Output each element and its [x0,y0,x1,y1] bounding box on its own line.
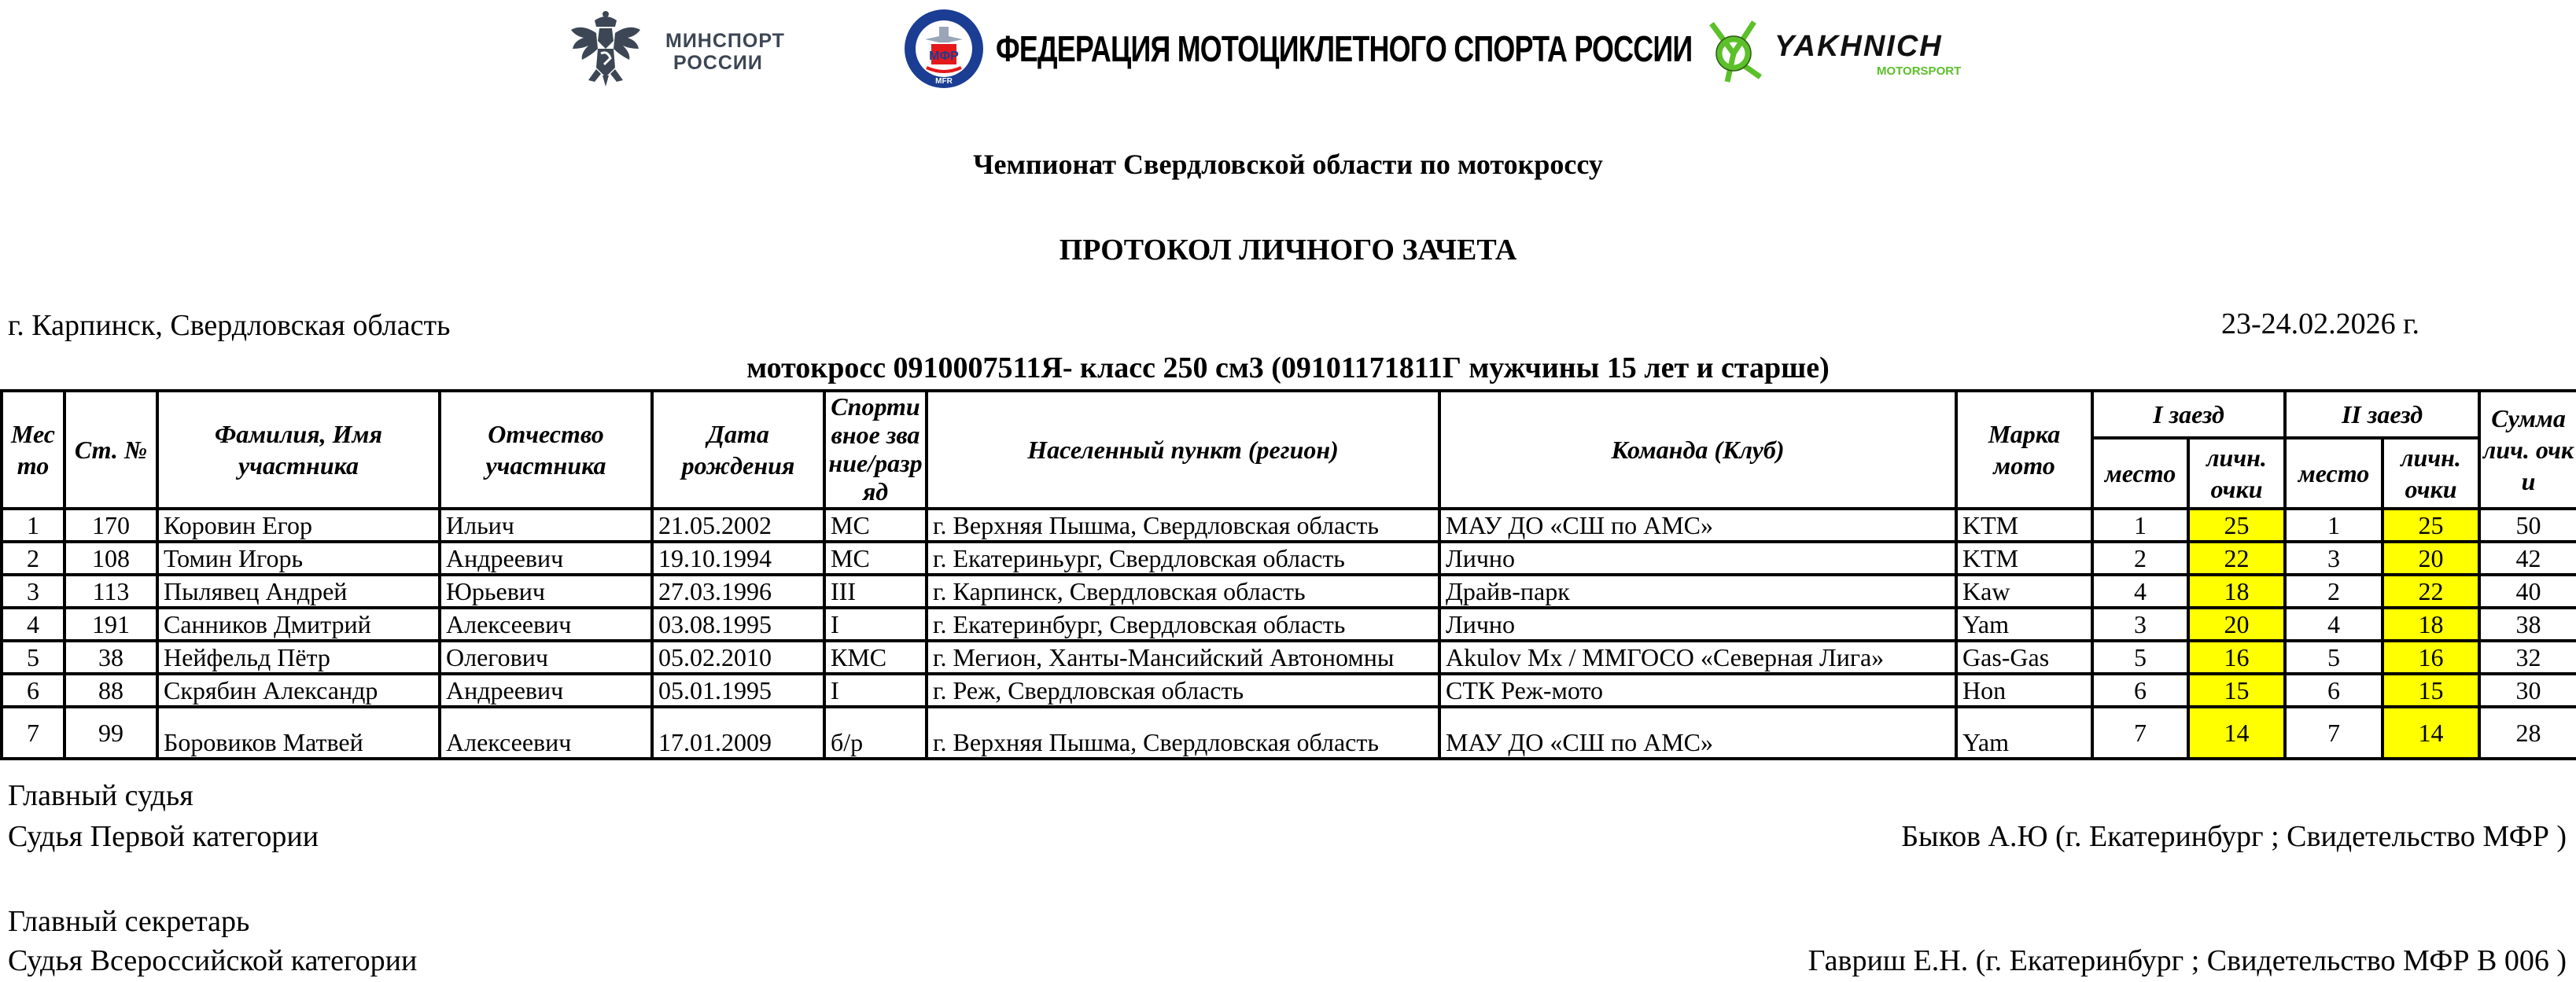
cell-patronymic: Андреевич [440,542,652,575]
mfr-logo [903,8,1693,90]
cell-name: Санников Дмитрий [157,608,440,641]
cell-number: 191 [64,608,157,641]
cell-number: 88 [64,674,157,707]
table-row [2,509,2576,542]
cell-race1-points: 15 [2188,674,2285,707]
cell-rank: III [824,575,927,608]
cell-race1-place: 4 [2092,575,2188,608]
results-table [0,389,2576,760]
col-number: Ст. № [64,391,157,509]
cell-moto: Kaw [1956,575,2092,608]
cell-rank: МС [824,542,927,575]
cell-race1-points: 22 [2188,542,2285,575]
cell-place: 5 [2,641,64,674]
cell-name: Пылявец Андрей [157,575,440,608]
yakhnich-sub: MOTORSPORT [1877,64,1962,78]
cell-place: 3 [2,575,64,608]
cell-rank: б/р [824,707,927,759]
mfr-emblem-text: МФР [929,50,959,63]
cell-birth: 27.03.1996 [652,575,824,608]
cell-name: Боровиков Матвей [157,707,440,759]
cell-total: 32 [2479,641,2576,674]
cell-race1-place: 2 [2092,542,2188,575]
cell-name: Нейфельд Пётр [157,641,440,674]
cell-race1-points: 14 [2188,707,2285,759]
col-race1: I заезд [2092,391,2285,438]
class-line: мотокросс 0910007511Я- класс 250 см3 (09101171811Г мужчины 15 лет и старше) [746,351,1830,384]
table-row [2,707,2576,759]
col-place: Место [2,391,64,509]
cell-race1-place: 1 [2092,509,2188,542]
secretary-category: Судья Всероссийской категории [8,944,418,977]
cell-race1-points: 18 [2188,575,2285,608]
cell-patronymic: Андреевич [440,674,652,707]
cell-race2-points: 18 [2383,608,2479,641]
cell-place: 7 [2,707,64,759]
col-race1-points: личн. очки [2188,438,2285,509]
cell-city: г. Верхняя Пышма, Свердловская область [927,707,1439,759]
col-moto: Марка мото [1956,391,2092,509]
cell-moto: Yam [1956,608,2092,641]
cell-race2-place: 1 [2285,509,2383,542]
cell-name: Коровин Егор [157,509,440,542]
cell-place: 4 [2,608,64,641]
cell-birth: 03.08.1995 [652,608,824,641]
cell-moto: Gas-Gas [1956,641,2092,674]
cell-race1-place: 6 [2092,674,2188,707]
minsport-line1: МИНСПОРТ [665,30,785,52]
col-name: Фамилия, Имя участника [157,391,440,509]
col-rank: Спортивное звание/разряд [824,391,927,509]
col-race2-points: личн. очки [2383,438,2479,509]
mfr-emblem-sub: MFR [935,77,953,86]
cell-patronymic: Алексеевич [440,608,652,641]
cell-team: МАУ ДО «СШ по АМС» [1439,707,1956,759]
cell-team: СТК Реж-мото [1439,674,1956,707]
cell-total: 42 [2479,542,2576,575]
mfr-emblem-icon [903,8,985,90]
cell-number: 108 [64,542,157,575]
cell-race2-place: 3 [2285,542,2383,575]
cell-number: 99 [64,707,157,759]
table-row [2,542,2576,575]
championship-title: Чемпионат Свердловской области по мотокроссу [973,149,1603,180]
cell-city: г. Екатеринбург, Свердловская область [927,608,1439,641]
cell-city: г. Карпинск, Свердловская область [927,575,1439,608]
cell-moto: KTM [1956,509,2092,542]
cell-race2-place: 7 [2285,707,2383,759]
cell-number: 170 [64,509,157,542]
cell-city: г. Реж, Свердловская область [927,674,1439,707]
cell-race1-place: 3 [2092,608,2188,641]
col-city: Населенный пункт (регион) [927,391,1439,509]
cell-race2-place: 4 [2285,608,2383,641]
event-date: 23-24.02.2026 г. [2221,307,2419,340]
cell-race1-points: 20 [2188,608,2285,641]
col-race2: II заезд [2285,391,2479,438]
cell-birth: 19.10.1994 [652,542,824,575]
cell-race1-points: 16 [2188,641,2285,674]
cell-race2-place: 5 [2285,641,2383,674]
protocol-title: ПРОТОКОЛ ЛИЧНОГО ЗАЧЕТА [1059,234,1517,267]
cell-race2-place: 6 [2285,674,2383,707]
cell-race2-place: 2 [2285,575,2383,608]
cell-patronymic: Ильич [440,509,652,542]
cell-rank: МС [824,509,927,542]
cell-birth: 05.02.2010 [652,641,824,674]
cell-number: 113 [64,575,157,608]
cell-team: Драйв-парк [1439,575,1956,608]
cell-rank: I [824,674,927,707]
cell-city: г. Екатериньург, Свердловская область [927,542,1439,575]
cell-birth: 21.05.2002 [652,509,824,542]
cell-name: Томин Игорь [157,542,440,575]
cell-race2-points: 20 [2383,542,2479,575]
event-location: г. Карпинск, Свердловская область [8,309,451,342]
cell-patronymic: Алексеевич [440,707,652,759]
judge-category: Судья Первой категории [8,820,319,853]
cell-name: Скрябин Александр [157,674,440,707]
secretary-name: Гавриш Е.Н. (г. Екатеринбург ; Свидетельство МФР В 006 ) [1808,944,2567,977]
yakhnich-name: YAKHNICH [1774,30,1943,63]
col-race1-place: место [2092,438,2188,509]
cell-patronymic: Олегович [440,641,652,674]
cell-number: 38 [64,641,157,674]
cell-city: г. Мегион, Ханты-Мансийский Автономны [927,641,1439,674]
cell-place: 6 [2,674,64,707]
table-row [2,575,2576,608]
table-row [2,608,2576,641]
double-headed-eagle-icon [568,9,643,88]
cell-race1-place: 7 [2092,707,2188,759]
cell-total: 28 [2479,707,2576,759]
federation-name: ФЕДЕРАЦИЯ МОТОЦИКЛЕТНОГО СПОРТА РОССИИ [996,28,1693,69]
minsport-logo [568,9,785,88]
cell-total: 30 [2479,674,2576,707]
cell-moto: Hon [1956,674,2092,707]
table-row [2,674,2576,707]
cell-total: 40 [2479,575,2576,608]
cell-total: 38 [2479,608,2576,641]
cell-rank: КМС [824,641,927,674]
cell-team: МАУ ДО «СШ по АМС» [1439,509,1956,542]
cell-moto: Yam [1956,707,2092,759]
cell-birth: 17.01.2009 [652,707,824,759]
cell-rank: I [824,608,927,641]
cell-team: Лично [1439,608,1956,641]
cell-moto: KTM [1956,542,2092,575]
cell-place: 1 [2,509,64,542]
cell-team: Akulov Mx / ММГОСО «Северная Лига» [1439,641,1956,674]
yakhnich-logo [1705,17,1973,88]
cell-birth: 05.01.1995 [652,674,824,707]
cell-total: 50 [2479,509,2576,542]
cell-race2-points: 22 [2383,575,2479,608]
secretary-title: Главный секретарь [8,905,250,938]
cell-race2-points: 16 [2383,641,2479,674]
cell-race2-points: 25 [2383,509,2479,542]
col-patronymic: Отчество участника [440,391,652,509]
cell-race1-place: 5 [2092,641,2188,674]
col-race2-place: место [2285,438,2383,509]
minsport-line2: РОССИИ [673,52,763,74]
yakhnich-emblem-icon [1705,17,1768,83]
col-team: Команда (Клуб) [1439,391,1956,509]
cell-race1-points: 25 [2188,509,2285,542]
cell-race2-points: 15 [2383,674,2479,707]
cell-city: г. Верхняя Пышма, Свердловская область [927,509,1439,542]
cell-place: 2 [2,542,64,575]
col-total: Сумма лич. очки [2479,391,2576,509]
col-birth: Дата рождения [652,391,824,509]
table-row [2,641,2576,674]
judge-title: Главный судья [8,779,193,812]
cell-race2-points: 14 [2383,707,2479,759]
cell-patronymic: Юрьевич [440,575,652,608]
judge-name: Быков А.Ю (г. Екатеринбург ; Свидетельство МФР ) [1901,820,2567,853]
cell-team: Лично [1439,542,1956,575]
